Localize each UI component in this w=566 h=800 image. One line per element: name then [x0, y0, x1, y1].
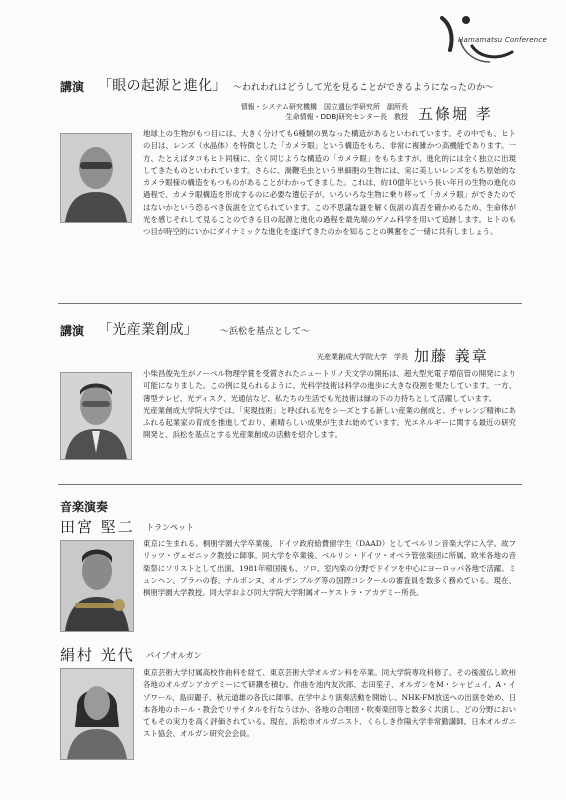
performer1-paragraph: 東京に生まれる。桐朋学園大学卒業後、ドイツ政府給費留学生（DAAD）としてベルリン音楽大学に入学。故フリッツ・ヴェゼニック教授に師事。同大学を卒業後、ベルリン・ドイツ・オペラ管弦楽団に所属。欧米各地の音楽祭にソリストとして出演。1981年帰国後も、ソロ、室内楽の分野でドイツを中心にヨーロッパ各地で活躍。ミュンヘン、プラハの春、ナルボンヌ、オルデンブルグ等の国際コンクールの審査員を数多く務めている。現在、桐朋学園大学教授。同大学および同大学院大学附属オーケストラ・アカデミー所長。 [143, 539, 516, 598]
speaker-portrait-icon [61, 134, 131, 222]
lecture2-subtitle: 〜浜松を基点として〜 [220, 327, 311, 337]
performer1-instrument: トランペット [146, 523, 194, 532]
performer-portrait-icon [61, 541, 133, 631]
lecture1-affiliation [241, 102, 408, 122]
lecture1-affiliation-line2: 生命情報・DDBJ研究センター長 教授 [285, 113, 408, 121]
speaker-portrait-icon [61, 373, 131, 459]
lecture2-affiliation: 光産業創成大学院大学 学長 [317, 353, 408, 361]
lecture2-speaker: 加藤 義章 [414, 347, 489, 365]
performer2-instrument: パイプオルガン [146, 651, 202, 660]
performer2-photo [60, 668, 134, 760]
performer2-paragraph: 東京芸術大学付属高校作曲科を経て、東京芸術大学オルガン科を卒業。同大学院専攻科修了。その後渡仏し欧州各地のオルガンアカデミーにて研鑽を積む。作曲を池内友次郎、志田笙子、オルガンをM・シャピュイ、A・イゾワール、島田麗子、秋元道雄の各氏に師事。在学中より演奏活動を開始し、NHK-FM放送への出演を始め、日本各地のホール・教会でリサイタルを行なうほか、各地の合唱団・吹奏楽団等と数多く共演し、どの分野においてもその実力を高く評価されている。現在、浜松市オルガニスト、くらしき作陽大学非常勤講師。日本オルガニスト協会、オルガン研究会会員。 [143, 668, 516, 739]
lecture1-label: 講演 [60, 80, 85, 94]
performer1-name: 田宮 堅二 [60, 518, 135, 536]
lecture2-label: 講演 [60, 324, 85, 338]
divider [58, 303, 522, 304]
divider [58, 484, 522, 485]
lecture2-title: 「光産業創成」 [98, 322, 199, 338]
music-label: 音楽演奏 [60, 500, 109, 514]
lecture2-paragraph-2: 光産業創成大学院大学では、「実現技術」と呼ばれる光をシーズとする新しい産業の創成と、チャレンジ精神にあふれる起業家の育成を推進しており、素晴らしい成果が生まれ始めています。光エネルギーに関する最近の研究開発と、浜松を基点とする光産業創成の活動を紹介します。 [143, 405, 516, 440]
lecture2-photo [60, 372, 132, 460]
lecture1-speaker: 五條堀 孝 [418, 105, 493, 123]
lecture2-paragraph-1: 小柴昌俊先生がノーベル物理学賞を受賞されたニュートリノ天文学の開拓は、超大型光電子増倍管の開発により可能になりました。この例に見られるように、光科学技術は科学の進歩に大きな役割を果たしています。一方、薄型テレビ、光ディスク、光通信など、私たちの生活でも光技術は縁の下の力持ちとして活躍しています。 [143, 369, 516, 403]
conference-logo [420, 10, 550, 66]
performer2-name: 絹村 光代 [60, 646, 135, 664]
lecture1-body [143, 128, 516, 239]
logo-text: Hamamatsu Conference [458, 36, 547, 44]
lecture1-title: 「眼の起源と進化」 [98, 78, 227, 94]
lecture1-paragraph: 地球上の生物がもつ目には、大きく分けても6種類の異なった構造があるといわれています。その中でも、ヒトの目は、レンズ（水晶体）を特徴とした「カメラ眼」という構造をもち、非常に複雑かつ高機能であります。一方、たとえばタコもヒト同様に、全く同じような構造の「カメラ眼」をもちますが、進化的には全く独立に出現してきたものといわれています。さらに、渦鞭毛虫という単細胞の生物には、実に美しいレンズをもち原始的なカメラ眼様の構造をもつものがあることがわかってきました。これは、約10億年という長い年月の生物の進化の過程で、カメラ眼構造を形成するのに必要な遺伝子が、いろいろな生物に乗り移って「カメラ眼」ができたのではないかという恐るべき仮説を立てられています。この不思議な謎を解く仮説の真否を確かめるため、生命体が光を感じそれして見ることのできる目の起源と進化の過程を最先端のゲノム科学を用いて追跡します。ヒトのもつ目が時空的にいかにダイナミックな進化を遂げてきたのかを知ることの興奮をご一緒に共有しましょう。 [143, 129, 516, 237]
performer1-body [143, 538, 516, 599]
lecture1-affiliation-line1: 情報・システム研究機構 国立遺伝学研究所 副所長 [240, 103, 408, 111]
performer2-body [143, 667, 516, 741]
performer1-photo [60, 540, 134, 632]
lecture2-body [143, 368, 516, 442]
lecture1-photo [60, 133, 132, 223]
lecture1-subtitle: 〜われわれはどうして光を見ることができるようになったのか〜 [233, 83, 495, 93]
performer-portrait-icon [61, 669, 133, 759]
